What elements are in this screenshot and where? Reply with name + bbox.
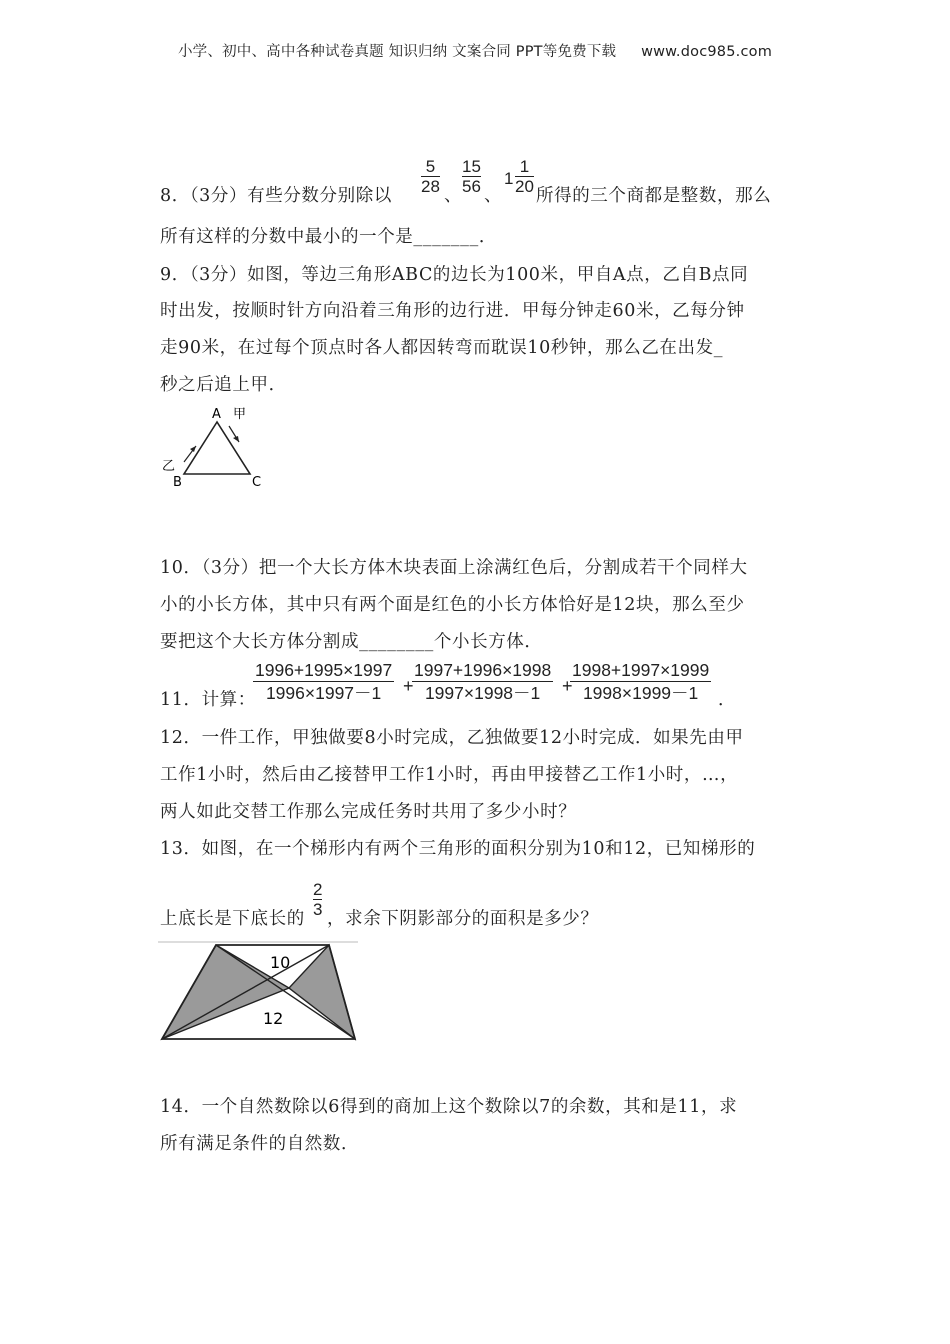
q11-t3-den: 1998×1999－1 [570, 681, 711, 704]
header-text: 小学、初中、高中各种试卷真题 知识归纳 文案合同 PPT等免费下载 [177, 44, 617, 60]
label-jia: 甲 [233, 407, 247, 422]
q13-fraction [313, 880, 322, 919]
q13-line1: 13．如图，在一个梯形内有两个三角形的面积分别为10和12，已知梯形的 [160, 839, 756, 859]
header-site[interactable]: www.doc985.com [641, 44, 773, 60]
q8-f2-den: 56 [462, 177, 481, 196]
q13-post: ，求余下阴影部分的面积是多少？ [327, 909, 599, 929]
q8-sep1: 、 [444, 186, 463, 206]
area-bottom-label: 12 [263, 1009, 284, 1028]
label-a: A [212, 407, 221, 422]
label-c: C [252, 475, 262, 490]
q11-label: 11．计算： [160, 690, 256, 710]
q11-term-1 [253, 659, 394, 704]
q11-end: ． [718, 690, 737, 710]
q14-line2: 所有满足条件的自然数． [160, 1134, 360, 1154]
arrow-yi-icon [184, 446, 196, 462]
trapezoid-figure [158, 940, 360, 1044]
q9-line4: 秒之后追上甲． [160, 375, 287, 395]
q11-t1-num: 1996+1995×1997 [255, 660, 393, 680]
q11-t2-den: 1997×1998－1 [412, 681, 553, 704]
q8-f3-num: 1 [519, 157, 530, 176]
q11-plus-2: + [562, 676, 573, 696]
q8-prefix: 8．（3分）有些分数分别除以 [160, 186, 392, 206]
q8-fraction-3 [515, 157, 534, 196]
label-b: B [173, 475, 182, 490]
q8-f2-num: 15 [462, 157, 481, 176]
arrow-jia-icon [229, 426, 239, 442]
q11-plus-1: + [403, 676, 414, 696]
page-header [0, 40, 950, 61]
q12-line3: 两人如此交替工作那么完成任务时共用了多少小时？ [160, 802, 577, 822]
q9-line2: 时出发，按顺时针方向沿着三角形的边行进．甲每分钟走60米，乙每分钟 [160, 301, 745, 321]
q8-sep2: 、 [484, 186, 503, 206]
area-top-label: 10 [270, 953, 291, 972]
q12-line2: 工作1小时，然后由乙接替甲工作1小时，再由甲接替乙工作1小时，…， [160, 765, 739, 785]
q10-line3: 要把这个大长方体分割成________个小长方体． [160, 632, 543, 652]
q11-t3-num: 1998+1997×1999 [572, 660, 710, 680]
q13-pre: 上底长是下底长的 [160, 909, 305, 929]
q8-f3-den: 20 [515, 177, 534, 196]
q8-line2: 所有这样的分数中最小的一个是_______． [160, 227, 497, 247]
q8-f1-num: 5 [425, 157, 436, 176]
q8-suffix: 所得的三个商都是整数，那么 [536, 186, 772, 206]
triangle-figure [160, 404, 270, 490]
q10-line1: 10．（3分）把一个大长方体木块表面上涂满红色后，分割成若干个同样大 [160, 558, 748, 578]
q13-f-num: 2 [313, 880, 323, 899]
q13-f-den: 3 [313, 900, 323, 919]
q11-t1-den: 1996×1997－1 [253, 681, 394, 704]
q14-line1: 14．一个自然数除以6得到的商加上这个数除以7的余数，其和是11，求 [160, 1097, 738, 1117]
q10-line2: 小的小长方体，其中只有两个面是红色的小长方体恰好是12块，那么至少 [160, 595, 745, 615]
q11-term-3 [570, 659, 711, 704]
q9-line3: 走90米，在过每个顶点时各人都因转弯而耽误10秒钟，那么乙在出发_ [160, 338, 724, 358]
q8-f1-den: 28 [421, 177, 440, 196]
q12-line1: 12．一件工作，甲独做要8小时完成，乙独做要12小时完成．如果先由甲 [160, 728, 744, 748]
q11-term-2 [412, 659, 553, 704]
q8-f3-whole: 1 [504, 169, 514, 188]
q9-line1: 9．（3分）如图，等边三角形ABC的边长为100米，甲自A点，乙自B点同 [160, 265, 749, 285]
q8-fraction-1 [421, 157, 440, 196]
q11-t2-num: 1997+1996×1998 [414, 660, 552, 680]
q8-fraction-2 [462, 157, 481, 196]
label-yi: 乙 [162, 459, 176, 474]
